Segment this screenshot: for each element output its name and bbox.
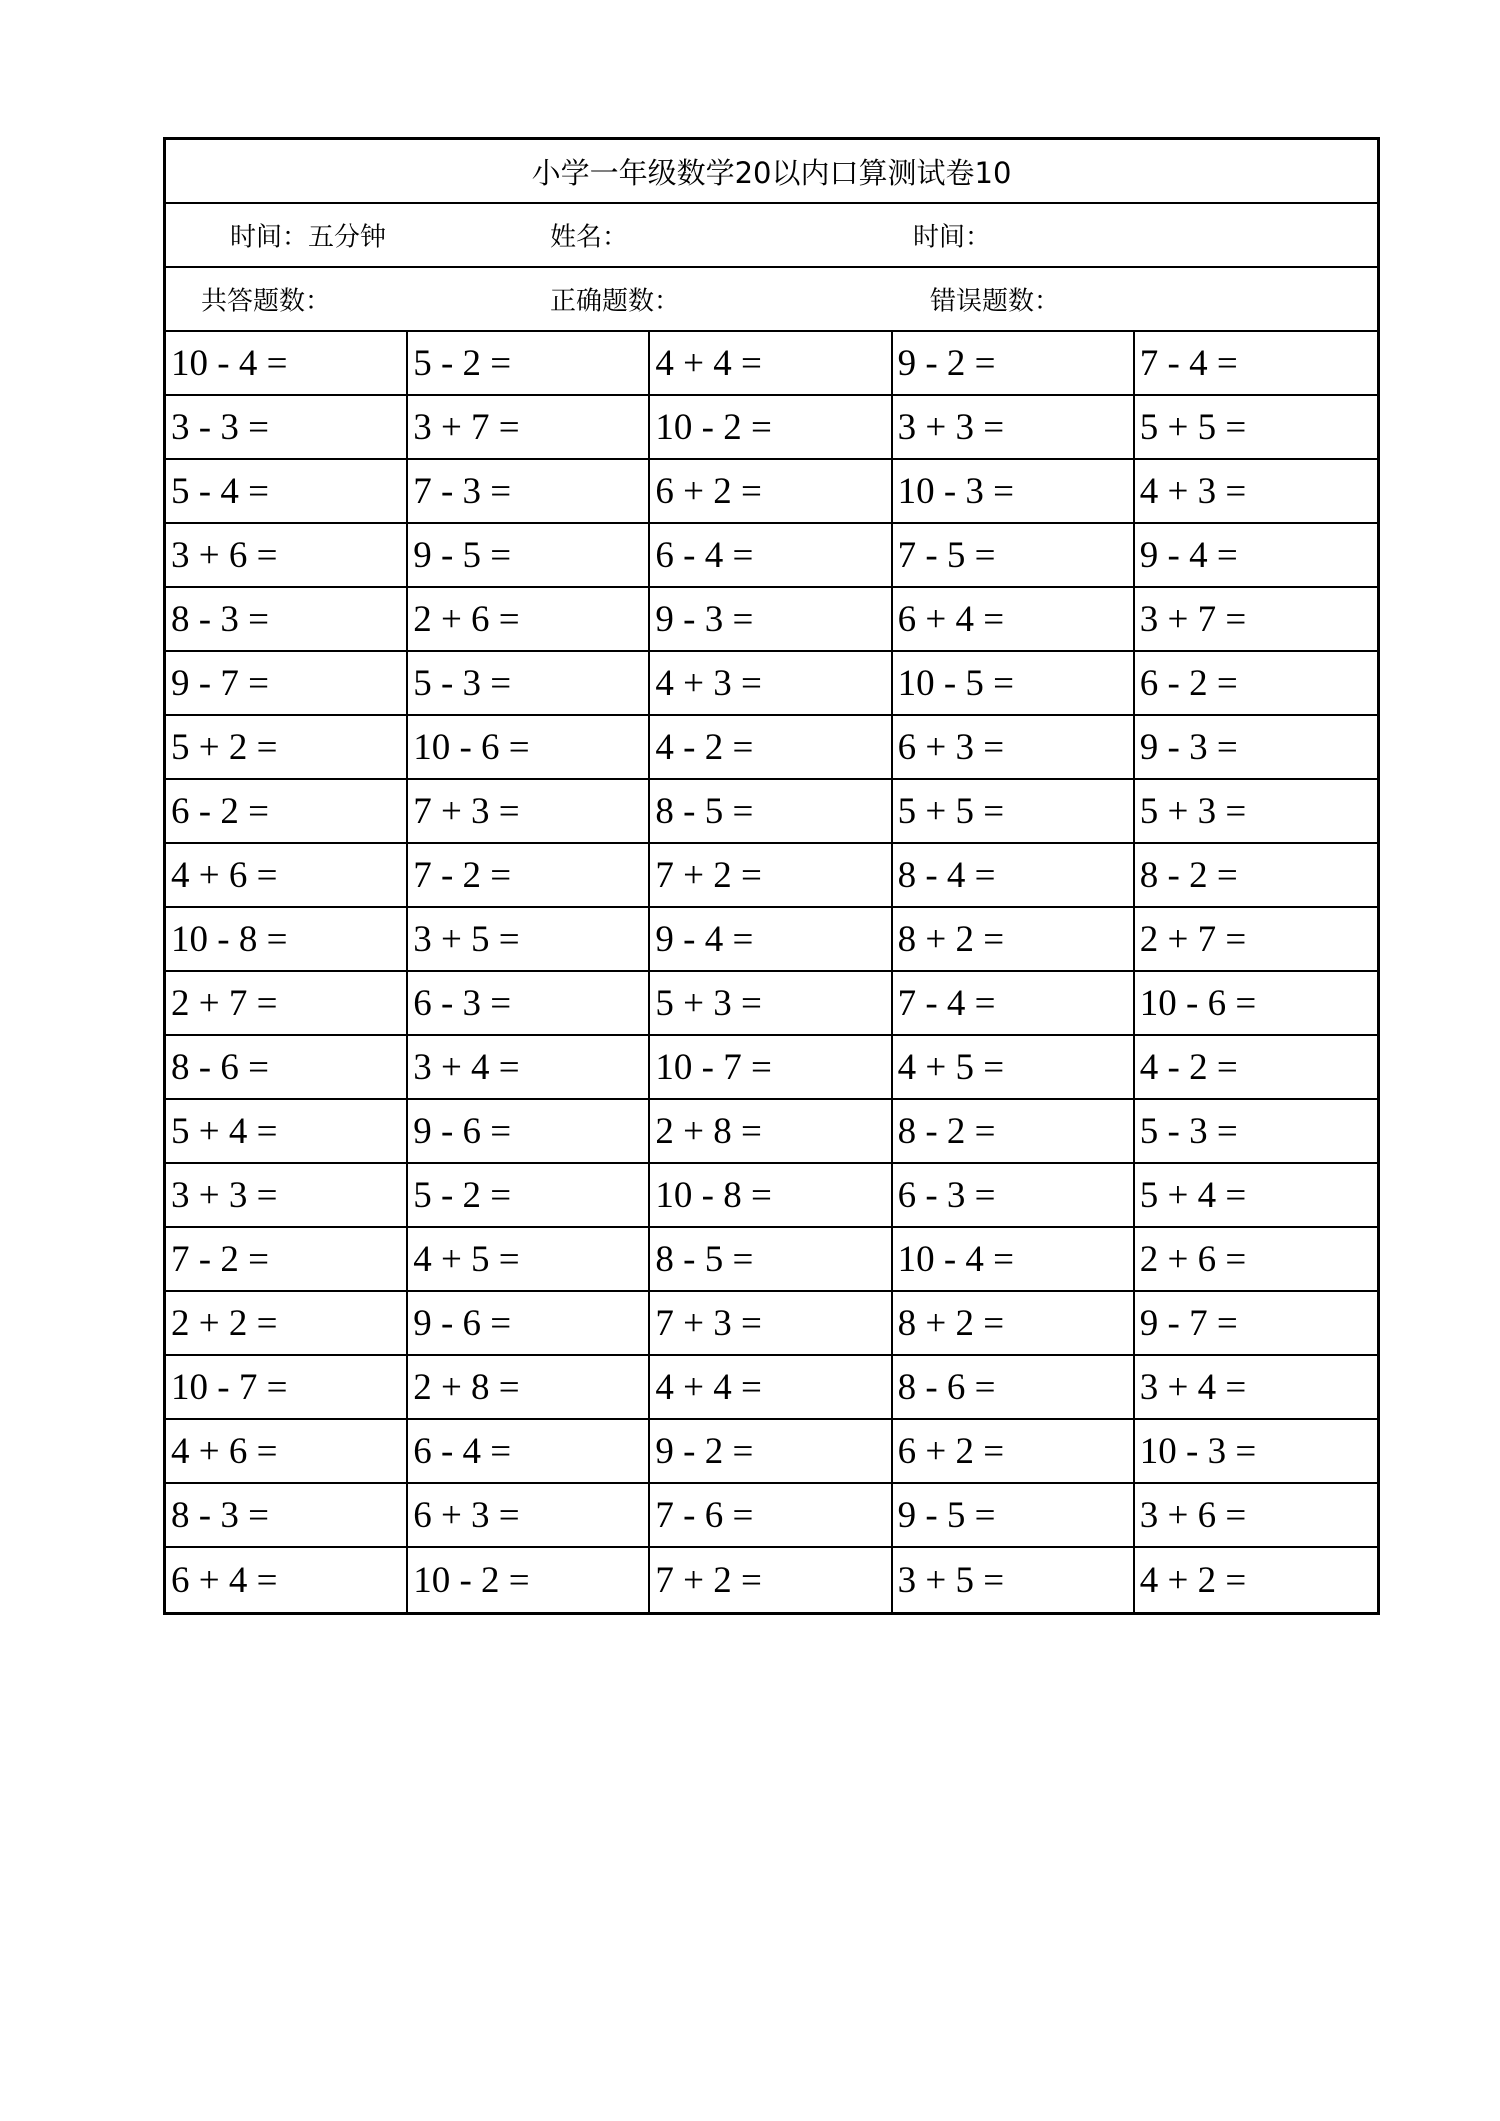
problem-cell: 5 - 4 = — [166, 460, 408, 524]
problem-cell: 2 + 8 = — [408, 1356, 650, 1420]
problem-cell: 6 + 3 = — [893, 716, 1135, 780]
problem-cell: 8 - 2 = — [1135, 844, 1377, 908]
problem-cell: 3 + 3 = — [166, 1164, 408, 1228]
problem-cell: 4 + 5 = — [408, 1228, 650, 1292]
problem-cell: 5 + 5 = — [1135, 396, 1377, 460]
problem-cell: 10 - 7 = — [166, 1356, 408, 1420]
total-answered-label: 共答题数： — [201, 286, 332, 317]
info-row-time-name — [166, 204, 1377, 268]
worksheet — [163, 137, 1380, 1615]
problem-cell: 10 - 4 = — [166, 332, 408, 396]
problem-cell: 8 - 6 = — [893, 1356, 1135, 1420]
problem-cell: 5 + 3 = — [1135, 780, 1377, 844]
problem-cell: 6 + 3 = — [408, 1484, 650, 1548]
problem-cell: 7 + 3 = — [408, 780, 650, 844]
problem-cell: 9 - 6 = — [408, 1292, 650, 1356]
problem-cell: 9 - 5 = — [893, 1484, 1135, 1548]
problem-cell: 9 - 3 = — [650, 588, 892, 652]
problem-cell: 8 - 3 = — [166, 588, 408, 652]
worksheet-title: 小学一年级数学20以内口算测试卷10 — [166, 140, 1377, 204]
problem-cell: 3 - 3 = — [166, 396, 408, 460]
problem-cell: 9 - 4 = — [1135, 524, 1377, 588]
problem-cell: 2 + 6 = — [1135, 1228, 1377, 1292]
problem-cell: 5 - 3 = — [1135, 1100, 1377, 1164]
problem-cell: 6 + 2 = — [893, 1420, 1135, 1484]
problem-cell: 4 + 4 = — [650, 1356, 892, 1420]
problem-cell: 6 - 3 = — [408, 972, 650, 1036]
problem-cell: 10 - 8 = — [166, 908, 408, 972]
problem-cell: 7 - 6 = — [650, 1484, 892, 1548]
problem-cell: 8 - 2 = — [893, 1100, 1135, 1164]
problem-cell: 7 + 2 = — [650, 844, 892, 908]
problem-cell: 9 - 3 = — [1135, 716, 1377, 780]
problem-cell: 5 - 2 = — [408, 1164, 650, 1228]
problem-cell: 9 - 5 = — [408, 524, 650, 588]
problem-cell: 7 - 4 = — [893, 972, 1135, 1036]
problem-cell: 8 + 2 = — [893, 908, 1135, 972]
time-limit-label: 时间：五分钟 — [230, 222, 387, 253]
wrong-count-label: 错误题数： — [930, 286, 1061, 317]
name-label: 姓名： — [550, 222, 629, 253]
problem-cell: 7 - 5 = — [893, 524, 1135, 588]
problem-cell: 9 - 6 = — [408, 1100, 650, 1164]
problem-cell: 5 + 4 = — [166, 1100, 408, 1164]
problem-cell: 8 - 6 = — [166, 1036, 408, 1100]
problem-cell: 9 - 2 = — [893, 332, 1135, 396]
problem-cell: 9 - 2 = — [650, 1420, 892, 1484]
problem-cell: 10 - 6 = — [408, 716, 650, 780]
problem-cell: 2 + 2 = — [166, 1292, 408, 1356]
problem-cell: 3 + 7 = — [408, 396, 650, 460]
problem-cell: 10 - 2 = — [650, 396, 892, 460]
problem-cell: 3 + 5 = — [408, 908, 650, 972]
problem-cell: 6 - 3 = — [893, 1164, 1135, 1228]
problem-cell: 9 - 7 = — [166, 652, 408, 716]
problem-cell: 7 - 2 = — [408, 844, 650, 908]
problem-cell: 4 + 2 = — [1139, 1559, 1247, 1601]
problem-cell: 3 + 7 = — [1135, 588, 1377, 652]
problem-cell: 7 - 4 = — [1135, 332, 1377, 396]
problem-cell: 10 - 5 = — [893, 652, 1135, 716]
problem-cell: 5 - 3 = — [408, 652, 650, 716]
problem-cell: 7 + 2 = — [650, 1548, 892, 1612]
problem-cell: 3 + 5 = — [893, 1548, 1135, 1612]
problem-cell: 6 + 4 = — [166, 1548, 408, 1612]
problem-cell: 4 + 3 = — [650, 652, 892, 716]
problem-cell: 4 + 5 = — [893, 1036, 1135, 1100]
problem-cell: 10 - 3 = — [1135, 1420, 1377, 1484]
problem-cell: 5 - 2 = — [408, 332, 650, 396]
info-row-score — [166, 268, 1377, 332]
problem-cell: 7 - 3 = — [408, 460, 650, 524]
problem-cell: 5 + 4 = — [1135, 1164, 1377, 1228]
problem-cell: 3 + 3 = — [893, 396, 1135, 460]
problem-cell: 7 - 2 = — [166, 1228, 408, 1292]
problem-cell: 6 - 4 = — [650, 524, 892, 588]
problem-cell: 2 + 7 = — [1135, 908, 1377, 972]
problem-cell: 3 + 6 = — [166, 524, 408, 588]
problem-cell: 6 - 2 = — [166, 780, 408, 844]
problem-cell: 5 + 5 = — [893, 780, 1135, 844]
problem-cell: 10 - 3 = — [893, 460, 1135, 524]
problem-cell: 9 - 7 = — [1135, 1292, 1377, 1356]
problem-cell: 6 - 4 = — [408, 1420, 650, 1484]
problem-cell: 2 + 6 = — [408, 588, 650, 652]
problem-cell: 9 - 4 = — [650, 908, 892, 972]
problem-cell: 3 + 4 = — [1135, 1356, 1377, 1420]
problem-cell: 10 - 8 = — [650, 1164, 892, 1228]
problem-cell: 10 - 7 = — [650, 1036, 892, 1100]
problem-cell: 6 + 2 = — [650, 460, 892, 524]
problem-cell: 6 - 2 = — [1135, 652, 1377, 716]
problem-cell: 3 + 6 = — [1135, 1484, 1377, 1548]
problem-cell: 4 - 2 = — [1135, 1036, 1377, 1100]
problem-cell: 4 + 4 = — [650, 332, 892, 396]
problem-cell: 10 - 6 = — [1135, 972, 1377, 1036]
problem-cell: 7 + 3 = — [650, 1292, 892, 1356]
problem-cell: 8 + 2 = — [893, 1292, 1135, 1356]
problem-cell: 2 + 7 = — [166, 972, 408, 1036]
problem-cell: 5 + 2 = — [166, 716, 408, 780]
problem-cell: 10 - 2 = — [408, 1548, 650, 1612]
problem-cell: 8 - 3 = — [166, 1484, 408, 1548]
problem-cell: 5 + 3 = — [650, 972, 892, 1036]
problem-cell: 2 + 8 = — [650, 1100, 892, 1164]
problem-cell: 8 - 5 = — [650, 780, 892, 844]
correct-count-label: 正确题数： — [550, 286, 681, 317]
problem-cell: 8 - 5 = — [650, 1228, 892, 1292]
problem-cell: 4 + 6 = — [166, 844, 408, 908]
problem-grid — [166, 332, 1377, 1612]
problem-cell: 3 + 4 = — [408, 1036, 650, 1100]
problem-cell: 10 - 4 = — [893, 1228, 1135, 1292]
problem-cell: 8 - 4 = — [893, 844, 1135, 908]
problem-cell: 6 + 4 = — [893, 588, 1135, 652]
problem-cell: 4 + 6 = — [166, 1420, 408, 1484]
problem-cell: 4 + 3 = — [1135, 460, 1377, 524]
problem-cell: 4 - 2 = — [650, 716, 892, 780]
time-taken-label: 时间： — [913, 222, 992, 253]
